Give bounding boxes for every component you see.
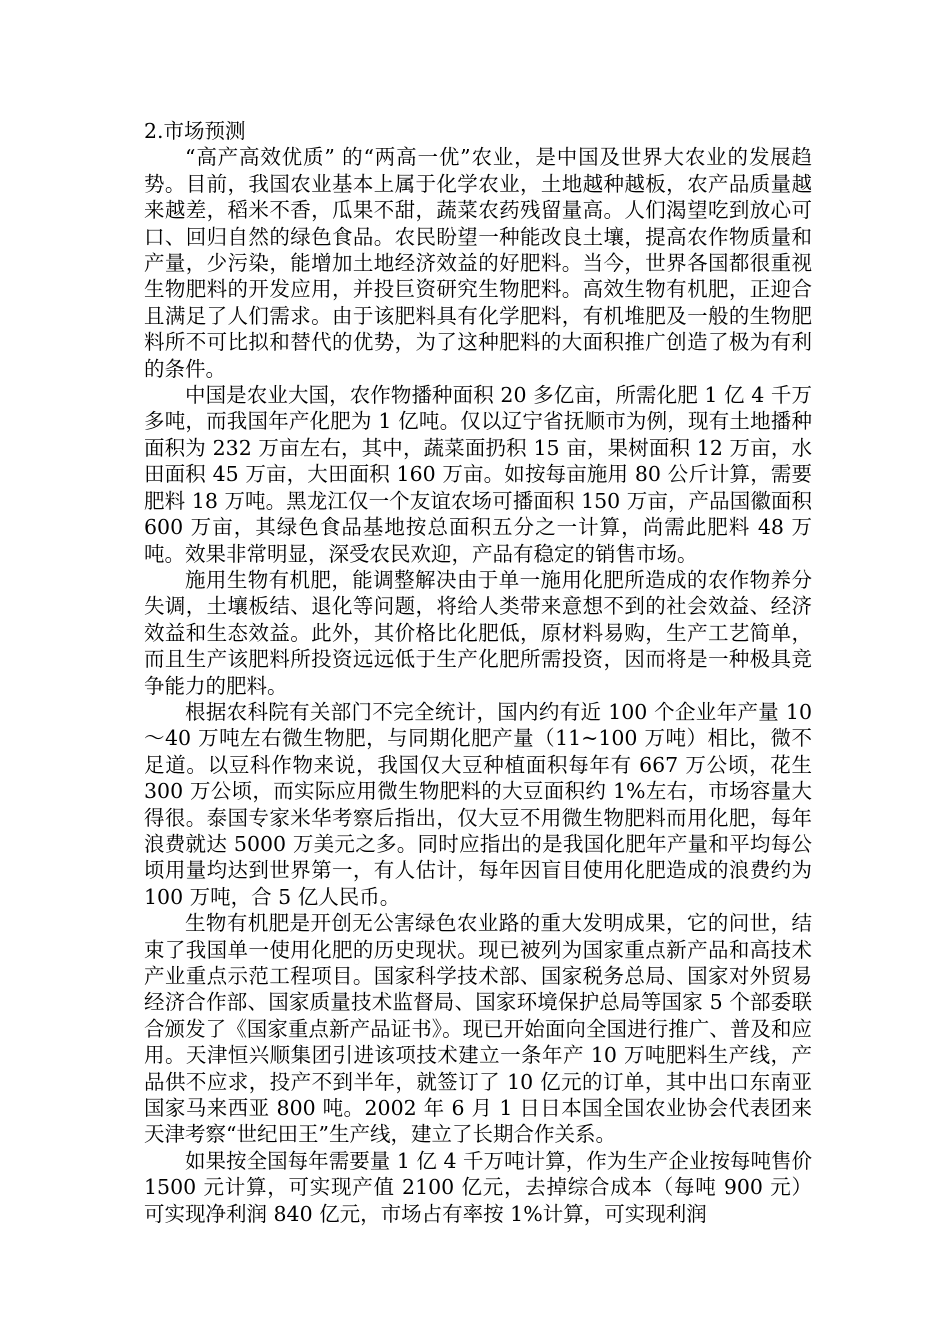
paragraph-statistics: 根据农科院有关部门不完全统计，国内约有近 100 个企业年产量 10～40 万吨左右微生物肥，与同期化肥产量（11~100 万吨）相比，微不足道。以豆科作物来说，我国仅大豆种植面积每年有 667 万公顷，花生 300 万公顷，而实际应用微生物肥料的大豆面积约 1%左右，市场容量大得很。泰国专家米华考察后指出，仅大豆不用微生物肥料而用化肥，每年浪费就达 5000 万美元之多。同时应指出的是我国化肥年产量和平均每公顷用量均达到世界第一，有人估计，每年因盲目使用化肥造成的浪费约为 100 万吨，合 5 亿人民币。 <box>144 699 812 909</box>
paragraph-development-trend: “高产高效优质” 的“两高一优”农业，是中国及世界大农业的发展趋势。目前，我国农业基本上属于化学农业，土地越种越板，农产品质量越来越差，稻米不香，瓜果不甜，蔬菜农药残留量高。人们渴望吃到放心可口、回归自然的绿色食品。农民盼望一种能改良土壤，提高农作物质量和产量，少污染，能增加土地经济效益的好肥料。当今，世界各国都很重视生物肥料的开发应用，并投巨资研究生物肥料。高效生物有机肥，正迎合且满足了人们需求。由于该肥料具有化学肥料，有机堆肥及一般的生物肥料所不可比拟和替代的优势，为了这种肥料的大面积推广创造了极为有利的条件。 <box>144 145 812 381</box>
paragraph-national-promotion: 生物有机肥是开创无公害绿色农业路的重大发明成果，它的问世，结束了我国单一使用化肥的历史现状。现已被列为国家重点新产品和高技术产业重点示范工程项目。国家科学技术部、国家税务总局、国家对外贸易经济合作部、国家质量技术监督局、国家环境保护总局等国家 5 个部委联合颁发了《国家重点新产品证书》。现已开始面向全国进行推广、普及和应用。天津恒兴顺集团引进该项技术建立一条年产 10 万吨肥料生产线，产品供不应求，投产不到半年，就签订了 10 亿元的订单，其中出口东南亚国家马来西亚 800 吨。2002 年 6 月 1 日日本国全国农业协会代表团来天津考察“世纪田王”生产线，建立了长期合作关系。 <box>144 911 812 1147</box>
paragraph-profit-estimate: 如果按全国每年需要量 1 亿 4 千万吨计算，作为生产企业按每吨售价 1500 元计算，可实现产值 2100 亿元，去掉综合成本（每吨 900 元）可实现净利润 840 亿元，市场占有率按 1%计算，可实现利润 <box>144 1148 812 1226</box>
section-heading: 2.市场预测 <box>144 119 246 143</box>
paragraph-agriculture-demand: 中国是农业大国，农作物播种面积 20 多亿亩，所需化肥 1 亿 4 千万多吨，而我国年产化肥为 1 亿吨。仅以辽宁省抚顺市为例，现有土地播种面积为 232 万亩左右，其中，蔬菜面扔积 15 亩，果树面积 12 万亩，水田面积 45 万亩，大田面积 160 万亩。如按每亩施用 80 公斤计算，需要肥料 18 万吨。黑龙江仅一个友谊农场可播面积 150 万亩，产品国徽面积 600 万亩，其绿色食品基地按总面积五分之一计算，尚需此肥料 48 万吨。效果非常明显，深受农民欢迎，产品有稳定的销售市场。 <box>144 383 812 566</box>
paragraph-benefits: 施用生物有机肥，能调整解决由于单一施用化肥所造成的农作物养分失调，土壤板结、退化等问题，将给人类带来意想不到的社会效益、经济效益和生态效益。此外，其价格比化肥低，原材料易购，生产工艺简单，而且生产该肥料所投资远远低于生产化肥所需投资，因而将是一种极具竞争能力的肥料。 <box>144 567 812 698</box>
document-page <box>144 118 812 1227</box>
